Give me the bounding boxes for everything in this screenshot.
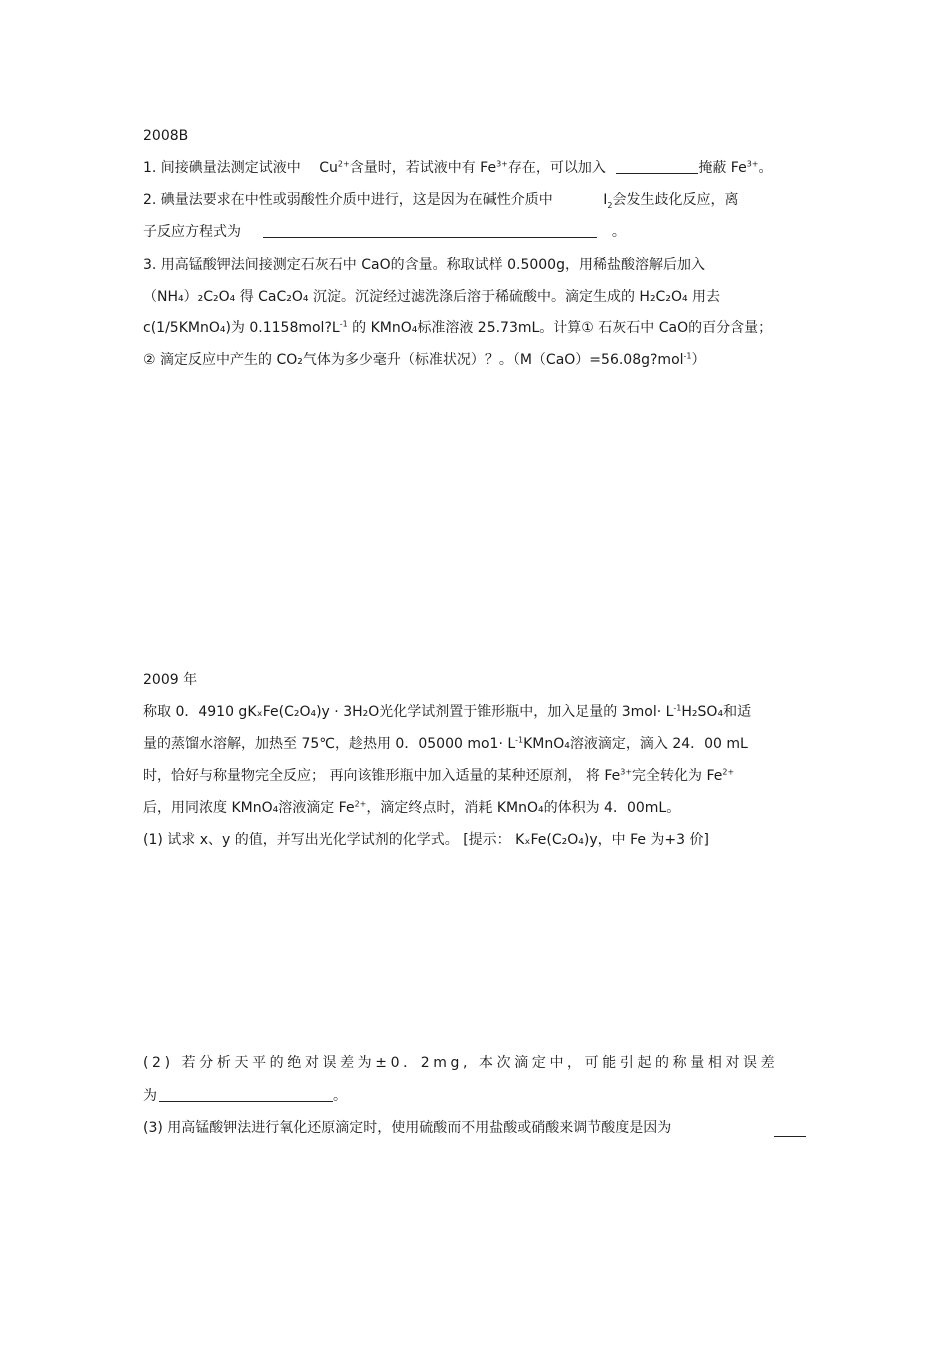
question-2009-2-line2: 为 。 (143, 1088, 347, 1104)
answer-blank[interactable] (159, 1087, 333, 1102)
question-2009-2-line1: (2) 若分析天平的绝对误差为±0．2mg, 本次滴定中，可能引起的称量相对误差 (143, 1055, 779, 1071)
paragraph-2009-line1: 称取 0．4910 gKₓFe(C₂O₄)y · 3H₂O光化学试剂置于锥形瓶中，加入足量的 $3mol\cdot L^{-1}H_2SO_4$和适 (143, 703, 752, 720)
question-2008-3-line3: c(1/5KMnO₄)为 $0.1158mol?L^{-1}$ 的 KMnO₄标准溶液 25.73mL。计算① 石灰石中 CaO的百分含量； (143, 319, 773, 336)
question-2008-1: 1. 间接碘量法测定试液中 $Cu^{2+}$含量时，若试液中有 $Fe^{3+}$存在，可以加入 掩蔽 $Fe^{3+}$。 (143, 159, 773, 176)
question-2008-3-line1: 3. 用高锰酸钾法间接测定石灰石中 CaO的含量。称取试样 0.5000g，用稀盐酸溶解后加入 (143, 257, 705, 273)
question-2008-2-line1: 2. 碘量法要求在中性或弱酸性介质中进行，这是因为在碱性介质中 $I_2$会发生歧化反应，离 (143, 192, 739, 210)
paragraph-2009-line4: 后，用同浓度 KMnO₄溶液滴定 $Fe^{2+}$，滴定终点时，消耗 KMnO₄的体积为 4．00mL。 (143, 799, 681, 816)
section-title-2009: 2009 年 (143, 672, 198, 688)
section-title-2008: 2008B (143, 128, 189, 144)
question-2009-1: (1) 试求 x、y 的值，并写出光化学试剂的化学式。 [提示： KₓFe(C₂O₄)y，中 Fe 为+3 价] (143, 832, 709, 848)
answer-blank[interactable] (616, 159, 698, 174)
question-2009-3: (3) 用高锰酸钾法进行氧化还原滴定时，使用硫酸而不用盐酸或硝酸来调节酸度是因为 (143, 1120, 672, 1136)
question-2008-3-line4: ② 滴定反应中产生的 CO₂气体为多少毫升（标准状况）？。（M（CaO）=56.08g?mol$^{-1}$） (143, 351, 706, 368)
question-2008-2-line2: 子反应方程式为 。 (143, 224, 626, 240)
paragraph-2009-line2: 量的蒸馏水溶解，加热至 75℃，趁热用 0．05000 $mo1\cdot L^{-1}KMnO_4$溶液滴定，滴入 24．00 mL (143, 735, 748, 752)
paragraph-2009-line3: 时，恰好与称量物完全反应； 再向该锥形瓶中加入适量的某种还原剂， 将 $Fe^{3+}$完全转化为 $Fe^{2+}$ (143, 767, 735, 784)
answer-blank[interactable] (774, 1122, 806, 1137)
answer-blank[interactable] (263, 223, 597, 238)
question-2008-3-line2: （NH₄）₂C₂O₄ 得 CaC₂O₄ 沉淀。沉淀经过滤洗涤后溶于稀硫酸中。滴定生成的 H₂C₂O₄ 用去 (143, 289, 721, 305)
